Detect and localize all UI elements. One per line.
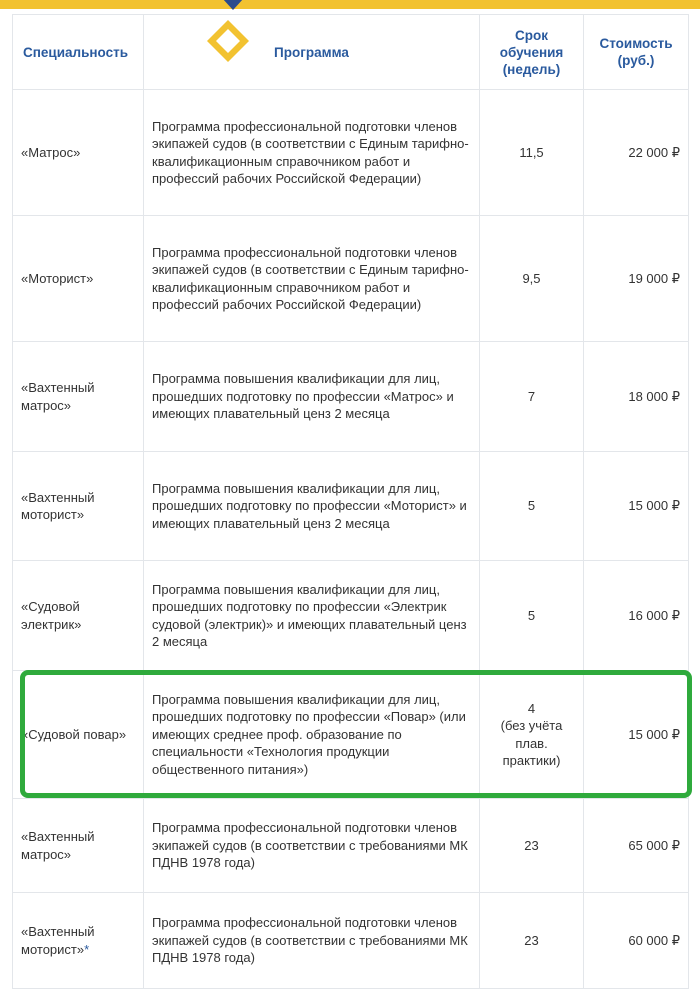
- table-row: [13, 452, 689, 561]
- table-header-row: [13, 15, 689, 90]
- specialty-cell: «Моторист»: [13, 216, 144, 342]
- duration-header-line: обучения: [499, 44, 564, 60]
- program-column-header: Программа: [144, 15, 480, 90]
- cost-cell: 65 000 ₽: [584, 799, 689, 893]
- specialty-cell: «Судовой повар»: [13, 671, 144, 799]
- program-cell: Программа профессиональной подготовки членов экипажей судов (в соответствии с требованиями МК ПДНВ 1978 года): [144, 893, 480, 989]
- specialty-cell: «Вахтенный матрос»: [13, 799, 144, 893]
- specialty-cell: [13, 893, 144, 989]
- table-row: [13, 893, 689, 989]
- cost-cell: 60 000 ₽: [584, 893, 689, 989]
- specialty-cell: «Судовой электрик»: [13, 561, 144, 671]
- duration-cell: [480, 671, 584, 799]
- program-cell: Программа профессиональной подготовки членов экипажей судов (в соответствии с требованиями МК ПДНВ 1978 года): [144, 799, 480, 893]
- program-cell: Программа профессиональной подготовки членов экипажей судов (в соответствии с Единым тарифно-квалификационным справочником работ и профессий рабочих Российской Федерации): [144, 90, 480, 216]
- duration-cell: 5: [480, 452, 584, 561]
- duration-cell: 5: [480, 561, 584, 671]
- program-cell: Программа повышения квалификации для лиц, прошедших подготовку по профессии «Электрик судовой (электрик)» и имеющих плавательный ценз 2 месяца: [144, 561, 480, 671]
- cost-cell: 15 000 ₽: [584, 452, 689, 561]
- table-row: [13, 799, 689, 893]
- program-cell: Программа повышения квалификации для лиц, прошедших подготовку по профессии «Моторист» и имеющих плавательный ценз 2 месяца: [144, 452, 480, 561]
- specialty-text: «Вахтенный моторист»: [21, 924, 95, 957]
- program-cell: Программа профессиональной подготовки членов экипажей судов (в соответствии с Единым тарифно-квалификационным справочником работ и профессий рабочих Российской Федерации): [144, 216, 480, 342]
- cost-column-header: [584, 15, 689, 90]
- cost-header-line: (руб.): [617, 53, 655, 68]
- duration-cell: 23: [480, 893, 584, 989]
- cost-cell: 16 000 ₽: [584, 561, 689, 671]
- duration-value: 4: [527, 700, 536, 716]
- diamond-emblem-icon: [205, 18, 251, 64]
- duration-header-line: Срок: [515, 27, 548, 43]
- table-row: [13, 671, 689, 799]
- price-table: [12, 14, 689, 989]
- top-accent-bar: [0, 0, 700, 9]
- cost-header-line: Стоимость: [599, 36, 673, 51]
- table-row: [13, 90, 689, 216]
- cost-cell: 22 000 ₽: [584, 90, 689, 216]
- cost-cell: 15 000 ₽: [584, 671, 689, 799]
- duration-cell: 11,5: [480, 90, 584, 216]
- cost-cell: 18 000 ₽: [584, 342, 689, 452]
- duration-note: (без учёта плав. практики): [500, 718, 563, 768]
- program-cell: Программа повышения квалификации для лиц, прошедших подготовку по профессии «Повар» (или имеющих среднее проф. образование по специальности «Технология продукции общественного питания»): [144, 671, 480, 799]
- specialty-cell: «Матрос»: [13, 90, 144, 216]
- table-row: [13, 561, 689, 671]
- specialty-column-header: Специальность: [13, 15, 144, 90]
- footnote-asterisk: *: [84, 941, 90, 957]
- program-cell: Программа повышения квалификации для лиц, прошедших подготовку по профессии «Матрос» и имеющих плавательный ценз 2 месяца: [144, 342, 480, 452]
- specialty-cell: «Вахтенный матрос»: [13, 342, 144, 452]
- duration-cell: 7: [480, 342, 584, 452]
- duration-header-line: (недель): [502, 61, 561, 77]
- duration-cell: 9,5: [480, 216, 584, 342]
- duration-cell: 23: [480, 799, 584, 893]
- table-row: [13, 216, 689, 342]
- table-row: [13, 342, 689, 452]
- specialty-cell: «Вахтенный моторист»: [13, 452, 144, 561]
- cost-cell: 19 000 ₽: [584, 216, 689, 342]
- duration-column-header: [480, 15, 584, 90]
